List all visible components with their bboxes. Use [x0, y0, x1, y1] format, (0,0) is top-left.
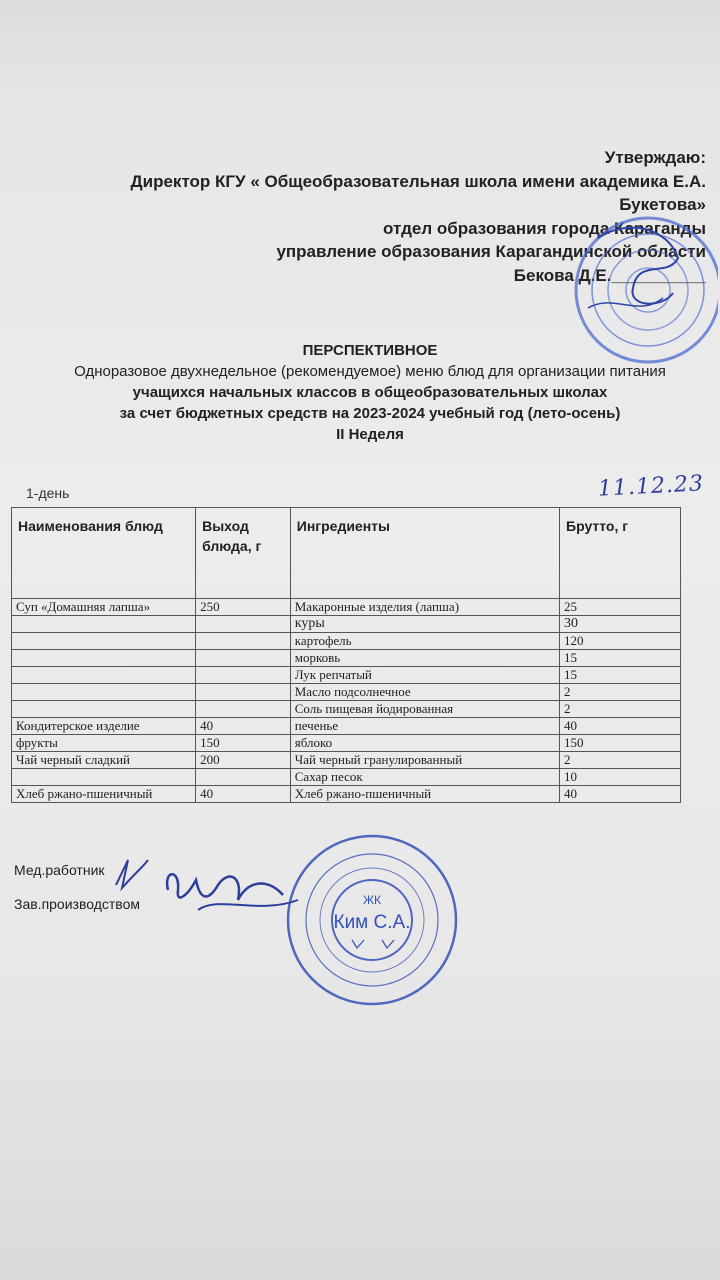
- table-row: [12, 650, 681, 667]
- approval-name-text: Бекова Д.Е.: [513, 265, 612, 285]
- cell-gross: 150: [560, 735, 681, 752]
- table-row: [12, 633, 681, 650]
- cell-gross: 15: [560, 667, 681, 684]
- cell-output: [196, 667, 291, 684]
- cell-output: 40: [196, 786, 291, 803]
- cell-gross: 120: [560, 633, 681, 650]
- cell-ingredient: Соль пищевая йодированная: [290, 701, 559, 718]
- cell-dish: Кондитерское изделие: [12, 718, 196, 735]
- cell-gross: 2: [560, 684, 681, 701]
- cell-output: [196, 769, 291, 786]
- cell-ingredient: яблоко: [290, 735, 559, 752]
- table-row: [12, 718, 681, 735]
- med-worker-label: Мед.работник: [14, 862, 105, 878]
- title-line-4: за счет бюджетных средств на 2023-2024 учебный год (лето-осень): [119, 405, 621, 422]
- title-line-3: учащихся начальных классов в общеобразовательных школах: [132, 384, 608, 401]
- cell-gross: 2: [560, 752, 681, 769]
- bottom-stamp: [282, 830, 462, 1010]
- table-row: [12, 616, 681, 633]
- cell-gross: 10: [560, 769, 681, 786]
- cell-output: 250: [196, 599, 291, 616]
- cell-output: [196, 701, 291, 718]
- table-row: [12, 667, 681, 684]
- cell-gross: 40: [560, 786, 681, 803]
- cell-ingredient: Сахар песок: [290, 769, 559, 786]
- table-header-row: [12, 508, 681, 599]
- cell-dish: [12, 667, 196, 684]
- table-row: [12, 684, 681, 701]
- cell-output: 40: [196, 718, 291, 735]
- cell-gross: 2: [560, 701, 681, 718]
- cell-dish: Суп «Домашняя лапша»: [12, 599, 196, 616]
- cell-output: [196, 684, 291, 701]
- cell-dish: Хлеб ржано-пшеничный: [12, 786, 196, 803]
- approval-director: Директор КГУ « Общеобразовательная школа имени академика Е.А. Букетова»: [130, 171, 706, 215]
- cell-output: 200: [196, 752, 291, 769]
- cell-dish: фрукты: [12, 735, 196, 752]
- approval-name: Бекова Д.Е.__________: [513, 265, 706, 285]
- day-label: 1-день: [26, 485, 70, 501]
- title-line-2: Одноразовое двухнедельное (рекомендуемое) меню блюд для организации питания: [74, 363, 666, 380]
- header-output: Выход блюда, г: [196, 508, 291, 599]
- cell-ingredient: куры: [290, 616, 559, 633]
- signature-scribble: [108, 840, 308, 940]
- cell-gross: 30: [560, 616, 681, 633]
- cell-ingredient: Макаронные изделия (лапша): [290, 599, 559, 616]
- stamp-name: Ким С.А.: [333, 912, 411, 933]
- cell-output: [196, 633, 291, 650]
- cell-ingredient: печенье: [290, 718, 559, 735]
- approval-department: отдел образования города Караганды: [383, 218, 706, 238]
- cell-gross: 15: [560, 650, 681, 667]
- table-row: [12, 735, 681, 752]
- table-row: [12, 701, 681, 718]
- cell-ingredient: Масло подсолнечное: [290, 684, 559, 701]
- table-row: [12, 752, 681, 769]
- table-row: [12, 769, 681, 786]
- stamp-type: ЖК: [362, 893, 382, 907]
- cell-ingredient: Лук репчатый: [290, 667, 559, 684]
- cell-gross: 40: [560, 718, 681, 735]
- cell-ingredient: морковь: [290, 650, 559, 667]
- menu-table: [11, 507, 681, 803]
- cell-ingredient: картофель: [290, 633, 559, 650]
- cell-dish: [12, 701, 196, 718]
- title-week: II Неделя: [336, 426, 404, 443]
- cell-dish: [12, 616, 196, 633]
- header-ingredients: Ингредиенты: [290, 508, 559, 599]
- cell-dish: [12, 650, 196, 667]
- document-title: [20, 340, 720, 445]
- cell-ingredient: Чай черный гранулированный: [290, 752, 559, 769]
- header-dish: Наименования блюд: [12, 508, 196, 599]
- cell-output: 150: [196, 735, 291, 752]
- approval-heading: Утверждаю:: [604, 148, 706, 167]
- title-main: ПЕРСПЕКТИВНОЕ: [302, 342, 438, 359]
- table-row: [12, 599, 681, 616]
- cell-dish: Чай черный сладкий: [12, 752, 196, 769]
- cell-dish: [12, 684, 196, 701]
- cell-dish: [12, 769, 196, 786]
- table-row: [12, 786, 681, 803]
- header-gross: Брутто, г: [560, 508, 681, 599]
- approval-administration: управление образования Карагандинской области: [276, 242, 706, 262]
- cell-ingredient: Хлеб ржано-пшеничный: [290, 786, 559, 803]
- cell-gross: 25: [560, 599, 681, 616]
- cell-output: [196, 616, 291, 633]
- cell-output: [196, 650, 291, 667]
- cell-dish: [12, 633, 196, 650]
- production-manager-label: Зав.производством: [14, 896, 140, 912]
- handwritten-date: 11.12.23: [597, 471, 705, 502]
